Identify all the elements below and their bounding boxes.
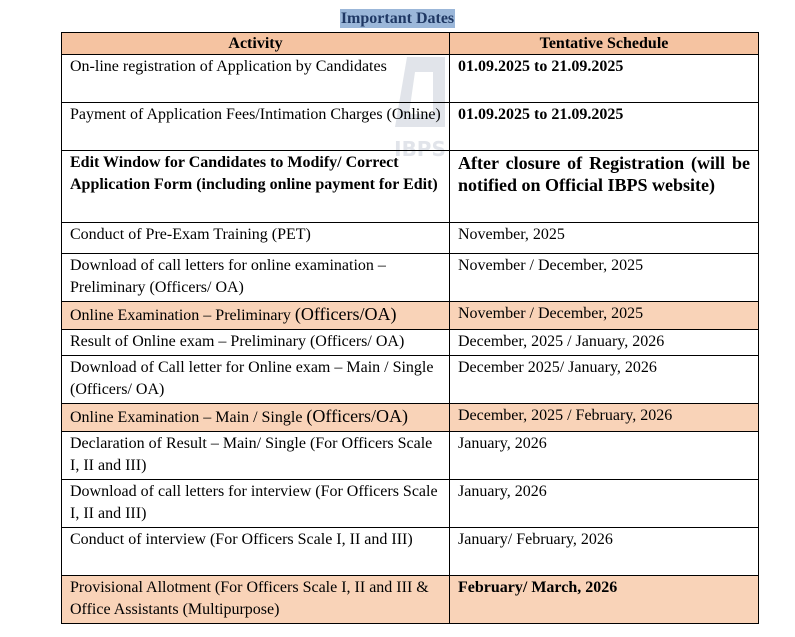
- page-title: Important Dates: [340, 10, 455, 27]
- table-header-row: [62, 33, 759, 55]
- schedule-cell: 01.09.2025 to 21.09.2025: [450, 103, 759, 151]
- schedule-cell: January, 2026: [450, 432, 759, 480]
- activity-cell: Result of Online exam – Preliminary (Officers/ OA): [62, 330, 450, 356]
- table-row: [62, 103, 759, 151]
- activity-cell: Download of Call letter for Online exam – Main / Single (Officers/ OA): [62, 356, 450, 404]
- table-row-highlighted: [62, 576, 759, 624]
- schedule-cell: December, 2025 / January, 2026: [450, 330, 759, 356]
- table-row: [62, 55, 759, 103]
- header-tentative-schedule: Tentative Schedule: [450, 33, 759, 55]
- activity-cell: Conduct of Pre-Exam Training (PET): [62, 223, 450, 254]
- schedule-cell: November, 2025: [450, 223, 759, 254]
- table-row: [62, 254, 759, 302]
- activity-cell: Download of call letters for online examination – Preliminary (Officers/ OA): [62, 254, 450, 302]
- activity-cell: [62, 404, 450, 432]
- header-activity: Activity: [62, 33, 450, 55]
- activity-text: Online Examination – Preliminary: [70, 307, 295, 324]
- schedule-cell: 01.09.2025 to 21.09.2025: [450, 55, 759, 103]
- activity-cell: Download of call letters for interview (For Officers Scale I, II and III): [62, 480, 450, 528]
- activity-suffix: (Officers/OA): [294, 304, 397, 324]
- table-row: [62, 223, 759, 254]
- title-wrap: [0, 9, 795, 28]
- important-dates-table: [61, 32, 759, 624]
- schedule-cell: December 2025/ January, 2026: [450, 356, 759, 404]
- watermark-text: IBPS: [394, 137, 446, 161]
- table-row-highlighted: [62, 302, 759, 330]
- schedule-cell: November / December, 2025: [450, 302, 759, 330]
- table-row: [62, 480, 759, 528]
- activity-cell: Provisional Allotment (For Officers Scale I, II and III & Office Assistants (Multipurpose): [62, 576, 450, 624]
- activity-suffix: (Officers/OA): [306, 406, 409, 426]
- activity-cell: Edit Window for Candidates to Modify/ Correct Application Form (including online payment for Edit): [62, 151, 450, 223]
- activity-cell: Payment of Application Fees/Intimation Charges (Online): [62, 103, 450, 151]
- table-row: [62, 528, 759, 576]
- schedule-cell: January/ February, 2026: [450, 528, 759, 576]
- activity-text: Online Examination – Main / Single: [70, 409, 307, 426]
- schedule-cell: November / December, 2025: [450, 254, 759, 302]
- table-row: [62, 151, 759, 223]
- table-row-highlighted: [62, 404, 759, 432]
- table-row: [62, 432, 759, 480]
- activity-cell: [62, 302, 450, 330]
- activity-cell: Conduct of interview (For Officers Scale I, II and III): [62, 528, 450, 576]
- table-row: [62, 330, 759, 356]
- schedule-cell: January, 2026: [450, 480, 759, 528]
- schedule-cell: February/ March, 2026: [450, 576, 759, 624]
- activity-cell: On-line registration of Application by Candidates: [62, 55, 450, 103]
- activity-cell: Declaration of Result – Main/ Single (For Officers Scale I, II and III): [62, 432, 450, 480]
- schedule-cell: December, 2025 / February, 2026: [450, 404, 759, 432]
- table-row: [62, 356, 759, 404]
- schedule-cell: After closure of Registration (will be notified on Official IBPS website): [450, 151, 759, 223]
